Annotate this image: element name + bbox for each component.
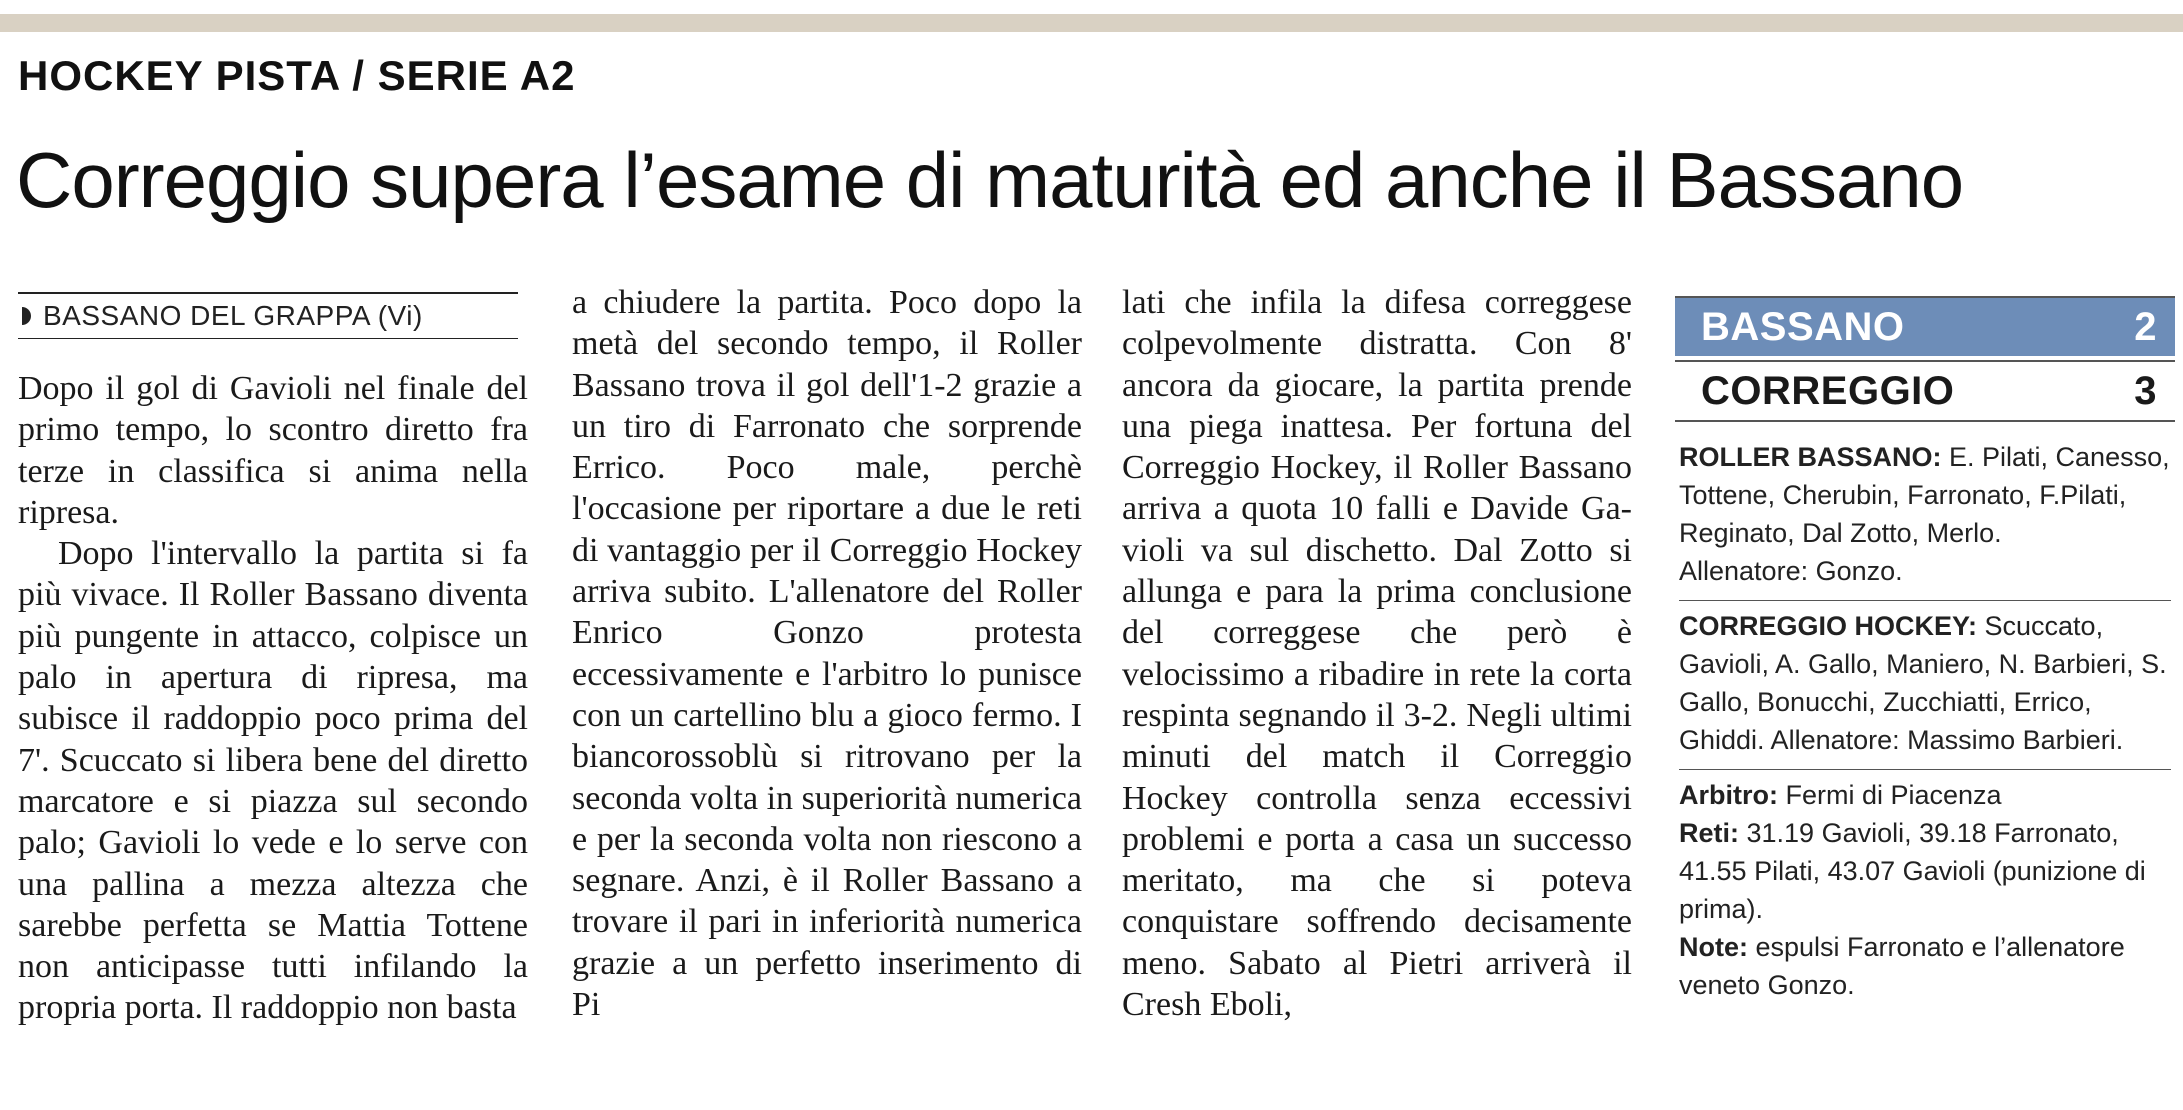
paragraph-continued: a chiudere la partita. Poco dopo la metà del secondo tempo, il Roller Bassano trova il gol dell'1-2 grazie a un tiro di Farronato che sorprende Errico. Poco male, perchè l'occasione per riportare a due le reti di vantaggio per il Correggio Hockey arriva subito. L'allenatore del Roller Enrico Gonzo protesta eccessivamente e l'arbitro lo punisce con un cartellino blu a gioco fermo. I biancorossoblù si ritrovano per la seconda volta in superiorità numerica e per la seconda volta non riescono a segnare. Anzi, è il Roller Bassano a trovare il pari in inferiorità numerica grazie a un perfetto inserimento di Pi	[572, 284, 1082, 1024]
home-team-name: BASSANO	[1701, 304, 1905, 349]
referee-label: Arbitro:	[1679, 780, 1778, 810]
notes-text: espulsi Farronato e l’allenatore veneto Gonzo.	[1679, 932, 2125, 1000]
score-row-home	[1675, 296, 2175, 356]
paragraph-final: lati che infila la difesa correggese colpevolmente distratta. Con 8' ancora da giocare, la partita prende una piega inattesa. Per fortuna del Correggio Hockey, il Roller Bassano arriva a quota 10 falli e Davide Gavioli va sul dischetto. Dal Zotto si allunga e para la prima conclusione del correggese che però è velocissimo a ribadire in rete la corta respinta segnando il 3-2. Negli ultimi minuti del match il Correggio Hockey controlla senza eccessivi problemi e porta a casa un successo meritato, ma che si poteva conquistare soffrendo decisamente meno. Sabato al Pietri arriverà il Cresh Eboli,	[1122, 284, 1632, 1024]
section-kicker: HOCKEY PISTA / SERIE A2	[18, 52, 576, 99]
away-lineup-label: CORREGGIO HOCKEY:	[1679, 611, 1978, 641]
dateline-marker-icon	[22, 307, 31, 325]
away-team-score: 3	[2134, 368, 2157, 413]
away-lineup-players: Scuccato, Gavioli, A. Gallo, Maniero, N. Barbieri, S. Gallo, Bonucchi, Zucchiatti, Errico, Ghiddi. Allenatore: Massimo Barbieri.	[1679, 611, 2167, 755]
article-column-1	[18, 368, 528, 1029]
home-team-score: 2	[2134, 304, 2157, 349]
match-box	[1675, 296, 2175, 1014]
away-team-name: CORREGGIO	[1701, 368, 1955, 413]
away-lineup	[1679, 601, 2171, 769]
match-facts	[1679, 770, 2171, 1014]
goals-list: 31.19 Gavioli, 39.18 Farronato, 41.55 Pilati, 43.07 Gavioli (punizione di prima).	[1679, 818, 2146, 924]
home-lineup-label: ROLLER BASSANO:	[1679, 442, 1942, 472]
article-headline: Correggio supera l’esame di maturità ed anche il Bassano	[16, 136, 1964, 224]
home-lineup	[1679, 422, 2171, 600]
article-column-3	[1122, 282, 1632, 1025]
dateline	[18, 292, 518, 339]
score-row-away	[1675, 360, 2175, 422]
paragraph-second: Dopo l'intervallo la partita si fa più vivace. Il Roller Bassano diventa più pungente in attacco, colpisce un palo in apertura di ripresa, ma subisce il raddoppio poco prima del 7'. Scuccato si libera bene del diretto marcatore e si piazza sul secondo palo; Gavioli lo vede e lo serve con una pallina a mezza altezza che sarebbe perfetta se Mattia Tottene non anticipasse tutti infilando la propria porta. Il raddoppio non basta	[18, 535, 528, 1027]
referee-name: Fermi di Piacenza	[1777, 780, 2002, 810]
goals-label: Reti:	[1679, 818, 1739, 848]
notes-label: Note:	[1679, 932, 1748, 962]
home-lineup-players: E. Pilati, Canesso, Tottene, Cherubin, Farronato, F.Pilati, Reginato, Dal Zotto, Merlo.	[1679, 442, 2170, 548]
dateline-text: BASSANO DEL GRAPPA (Vi)	[43, 300, 423, 331]
home-coach: Allenatore: Gonzo.	[1679, 556, 1903, 586]
article-column-2	[572, 282, 1082, 1025]
top-rule	[0, 14, 2183, 32]
paragraph-lead: Dopo il gol di Gavioli nel finale del primo tempo, lo scontro diretto fra terze in classifica si anima nella ripresa.	[18, 370, 528, 531]
match-details	[1675, 422, 2175, 1014]
